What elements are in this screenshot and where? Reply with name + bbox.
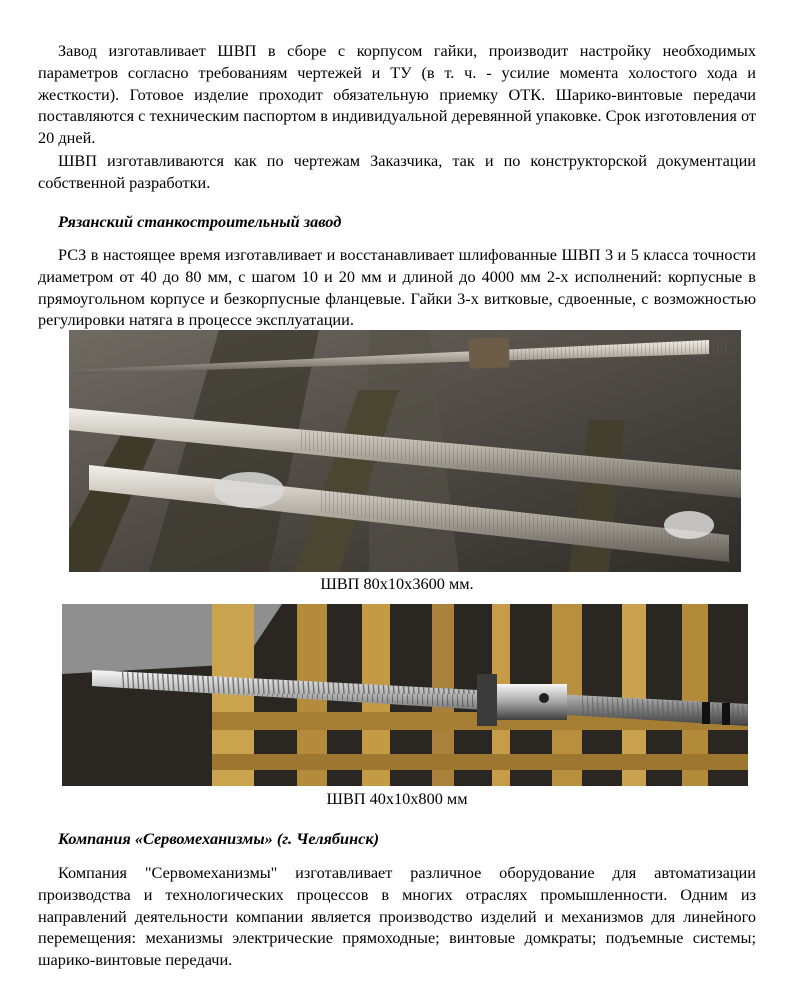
paragraph-rsz: РСЗ в настоящее время изготавливает и восстанавливает шлифованные ШВП 3 и 5 класса точности диаметром от 40 до 80 мм, с шагом 10 и 20 мм и длиной до 4000 мм 2-х исполнений: корпусные в прямоугольном корпусе и безкорпусные фланцевые. Гайки 3-х витковые, сдвоенные, с возможностью регулировки натяга в процессе эксплуатации. (38, 245, 756, 330)
caption-photo-2: ШВП 40х10х800 мм (326, 789, 468, 808)
caption-photo-1: ШВП 80х10х3600 мм. (320, 574, 474, 593)
photo-ball-screw-800 (62, 604, 748, 786)
heading-ryazan-plant: Рязанский станкостроительный завод (58, 212, 342, 231)
paragraph-assembly: Завод изготавливает ШВП в сборе с корпусом гайки, производит настройку необходимых параметров согласно требованиям чертежей и ТУ (в т. ч. - усилие момента холостого хода и жесткости). Готовое изделие проходит обязательную приемку ОТК. Шарико-винтовые передачи поставляются с техническим паспортом в индивидуальной деревянной упаковке. Срок изготовления от 20 дней. (38, 41, 756, 148)
heading-servomechanisms: Компания «Сервомеханизмы» (г. Челябинск) (58, 829, 380, 848)
paragraph-servomechanisms: Компания "Сервомеханизмы" изготавливает различное оборудование для автоматизации производства и технологических процессов в многих отраслях промышленности. Одним из направлений деятельности компании является производство изделий и механизмов для линейного перемещения: механизмы электрические прямоходные; винтовые домкраты; подъемные системы; шарико-винтовые передачи. (38, 863, 756, 970)
photo-ball-screws-3600 (69, 330, 741, 572)
paragraph-drawings: ШВП изготавливаются как по чертежам Заказчика, так и по конструкторской документации собственной разработки. (38, 151, 756, 192)
